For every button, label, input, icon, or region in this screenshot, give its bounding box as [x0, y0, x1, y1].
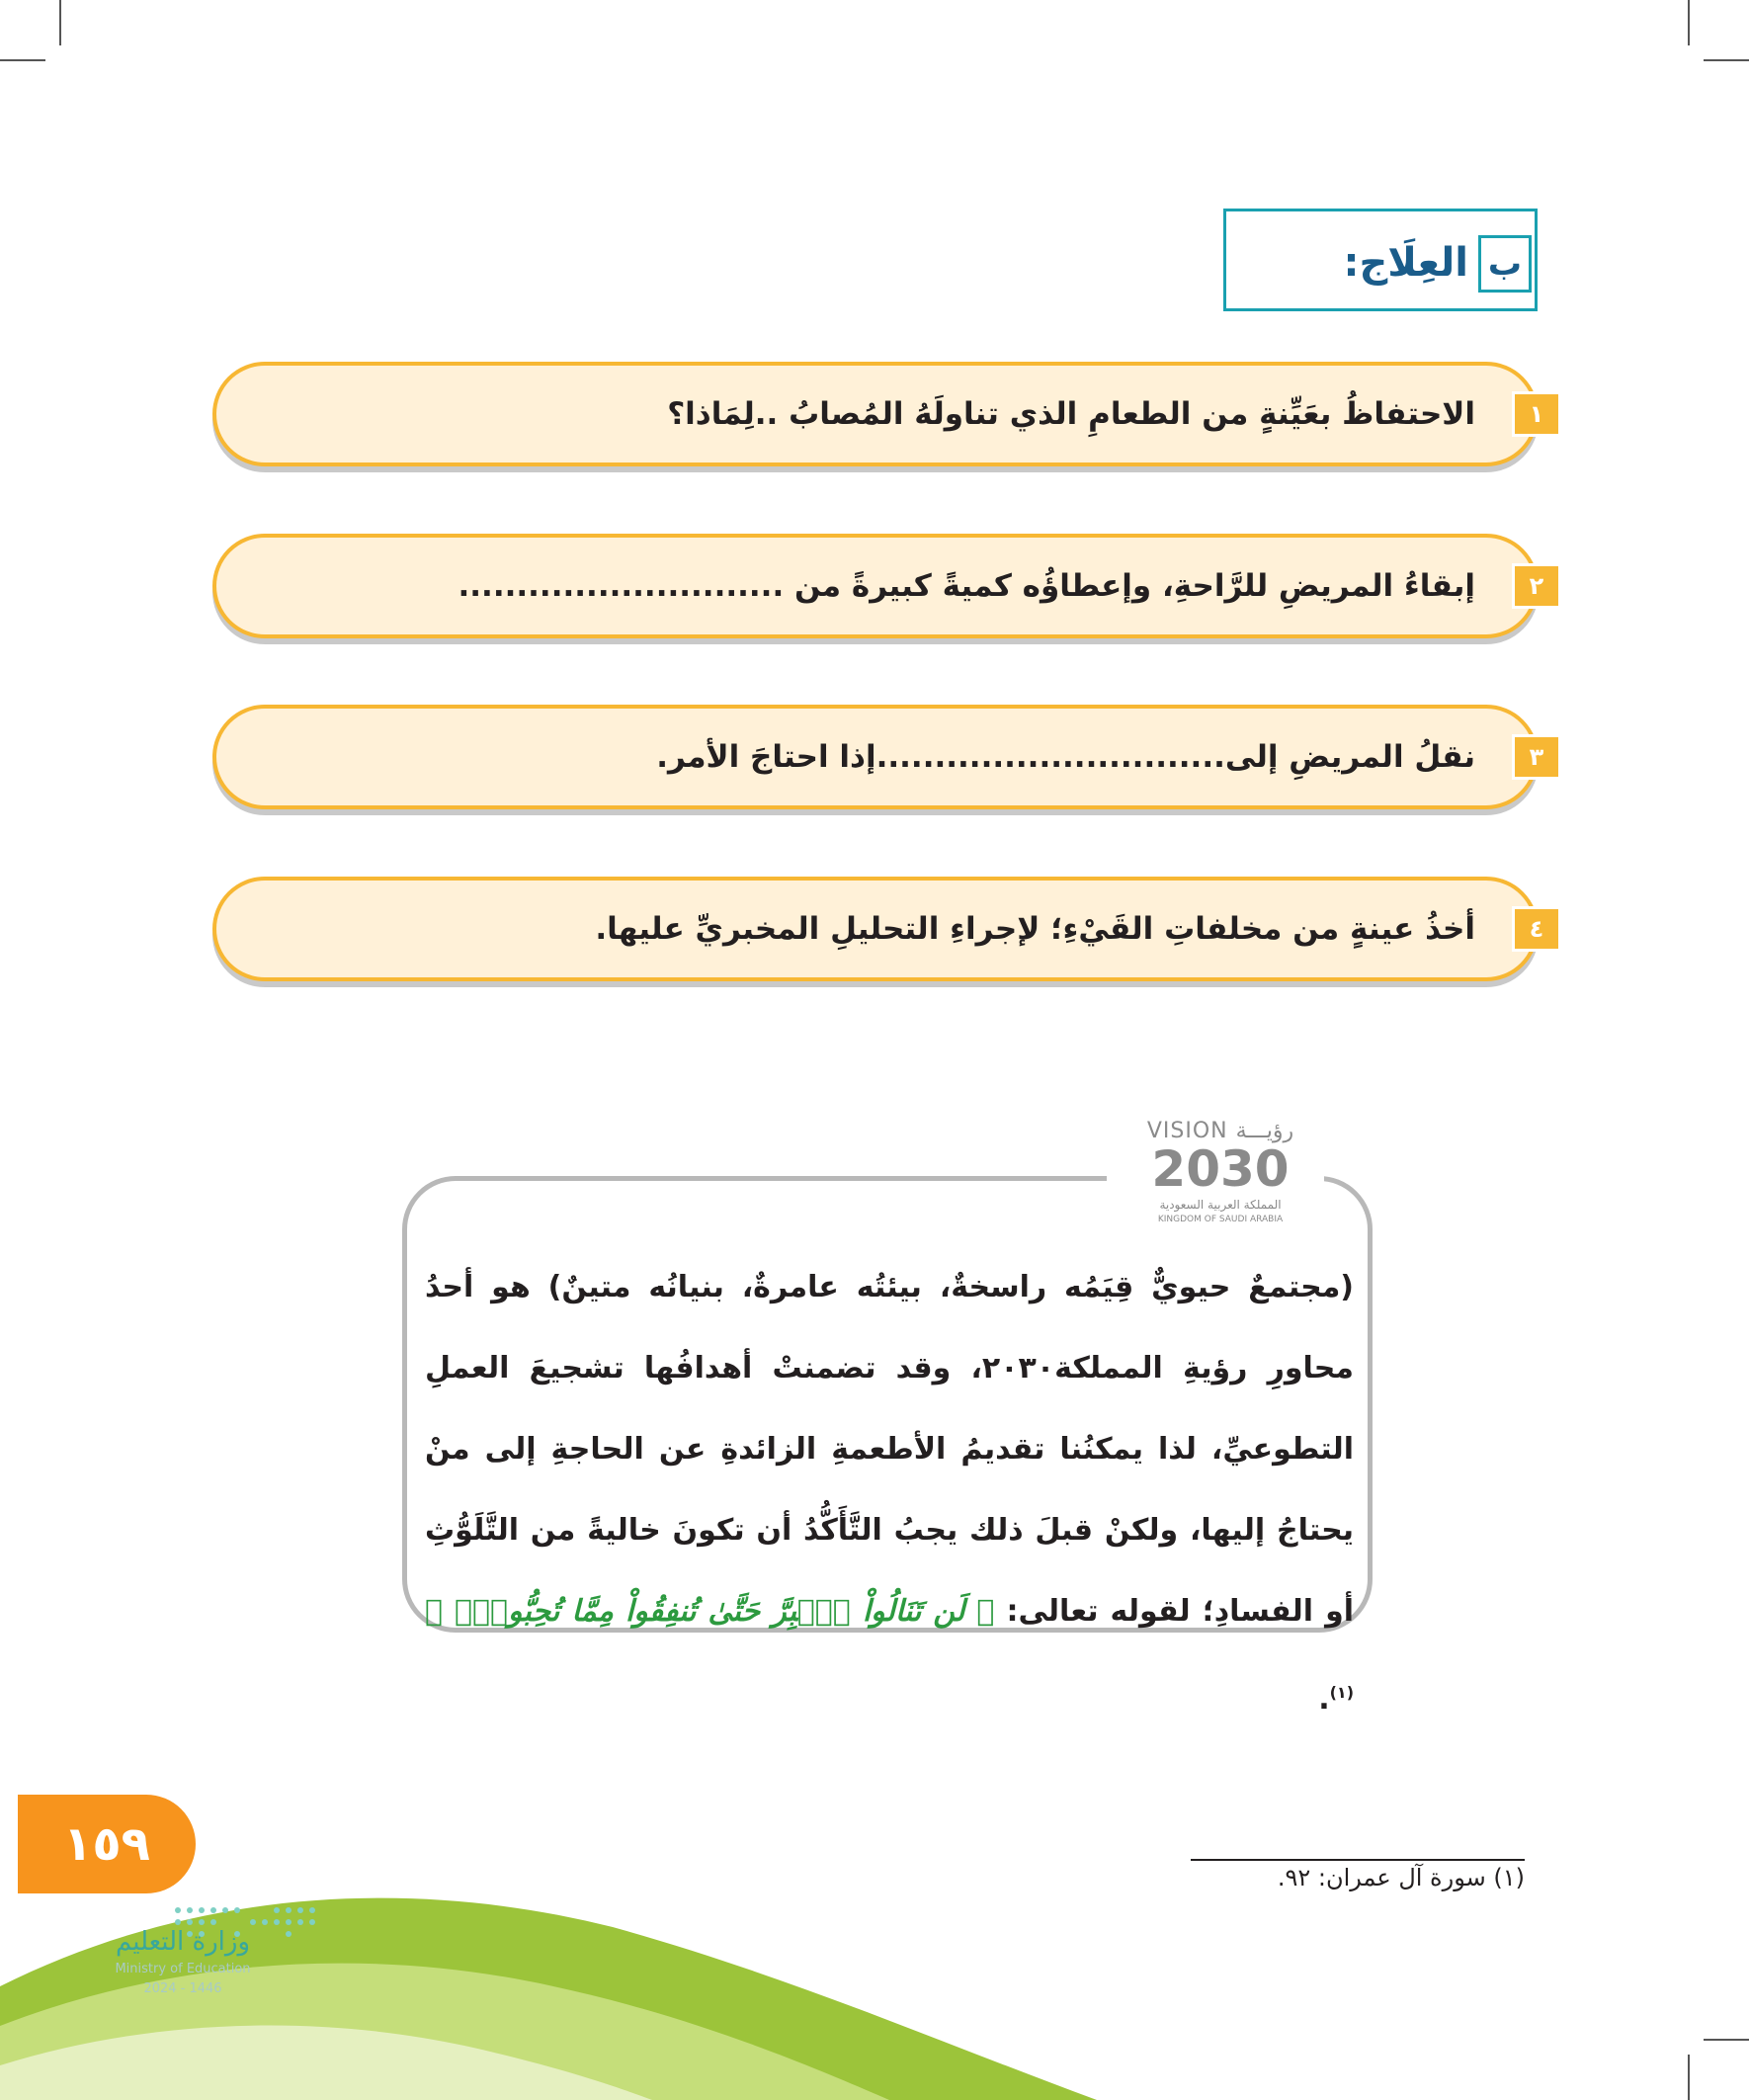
logo-year: 2030	[1151, 1140, 1290, 1198]
crop-mark	[1704, 59, 1749, 61]
logo-ar: المملكة العربية السعودية	[1159, 1198, 1282, 1212]
step-1-text: الاحتفاظُ بعَيِّنةٍ من الطعامِ الذي تناولَهُ المُصابُ ..لِمَاذا؟	[667, 396, 1475, 432]
vision-paragraph-text: (مجتمعٌ حيويٌّ قِيَمُه راسخةٌ، بيئتُه عامرةٌ، بنيانُه متينٌ) هو أحدُ محاورِ رؤيةِ المملكة٢٠٣٠، وقد تضمنتْ أهدافُها تشجيعَ العملِ التطوعيِّ، لذا يمكنُنا تقديمُ الأطعمةِ الزائدةِ عن الحاجةِ إلى منْ يحتاجُ إليها، ولكنْ قبلَ ذلك يجبُ التَّأَكُّدُ أن تكونَ خاليةً من التَّلَوُّثِ أو الفسادِ؛ لقوله تعالى:	[425, 1270, 1354, 1629]
quran-verse: ﴿ لَن تَنَالُواْ ٱلۡبِرَّ حَتَّىٰ تُنفِقُواْ مِمَّا تُحِبُّونَۚ ﴾	[425, 1594, 995, 1629]
logo-word-ar: رؤيـــة	[1235, 1119, 1294, 1143]
ministry-name-ar: وزارة التعليم	[115, 1927, 251, 1957]
footnote-divider	[1191, 1859, 1525, 1861]
step-3	[212, 705, 1539, 809]
section-letter: ب	[1478, 235, 1532, 293]
logo-vision-text: VISION	[1146, 1119, 1228, 1143]
crop-mark	[1704, 2039, 1749, 2041]
paragraph-end: .	[1318, 1682, 1330, 1717]
ministry-year: 2024 - 1446	[143, 1981, 222, 1996]
step-3-number: ٣	[1512, 734, 1561, 780]
crop-mark	[0, 59, 45, 61]
vision-paragraph	[425, 1247, 1354, 1740]
step-2-number: ٢	[1512, 563, 1561, 609]
step-4-text: أخذُ عينةٍ من مخلفاتِ القَيْءِ؛ لإجراءِ التحليلِ المخبريِّ عليها.	[595, 911, 1475, 947]
footnote: (١) سورة آل عمران: ٩٢.	[1277, 1864, 1525, 1891]
ministry-name-en: Ministry of Education	[115, 1962, 251, 1976]
vision-2030-logo	[1107, 1117, 1324, 1235]
step-4	[212, 877, 1539, 981]
step-2-text: إبقاءُ المريضِ للرَّاحةِ، وإعطاؤُه كميةً كبيرةً من ............................	[458, 568, 1475, 604]
step-4-number: ٤	[1512, 906, 1561, 952]
verse-footnote-ref: (١)	[1329, 1683, 1354, 1702]
step-3-text: نقلُ المريضِ إلى..............................إذا احتاجَ الأمر.	[656, 739, 1475, 775]
step-1	[212, 362, 1539, 466]
step-1-number: ١	[1512, 391, 1561, 437]
section-title: العِلَاج:	[1343, 240, 1468, 286]
step-2	[212, 534, 1539, 638]
logo-en: KINGDOM OF SAUDI ARABIA	[1157, 1215, 1284, 1224]
page-number: ١٥٩	[18, 1795, 196, 1893]
crop-mark	[1688, 0, 1690, 45]
crop-mark	[1688, 2055, 1690, 2100]
crop-mark	[59, 0, 61, 45]
